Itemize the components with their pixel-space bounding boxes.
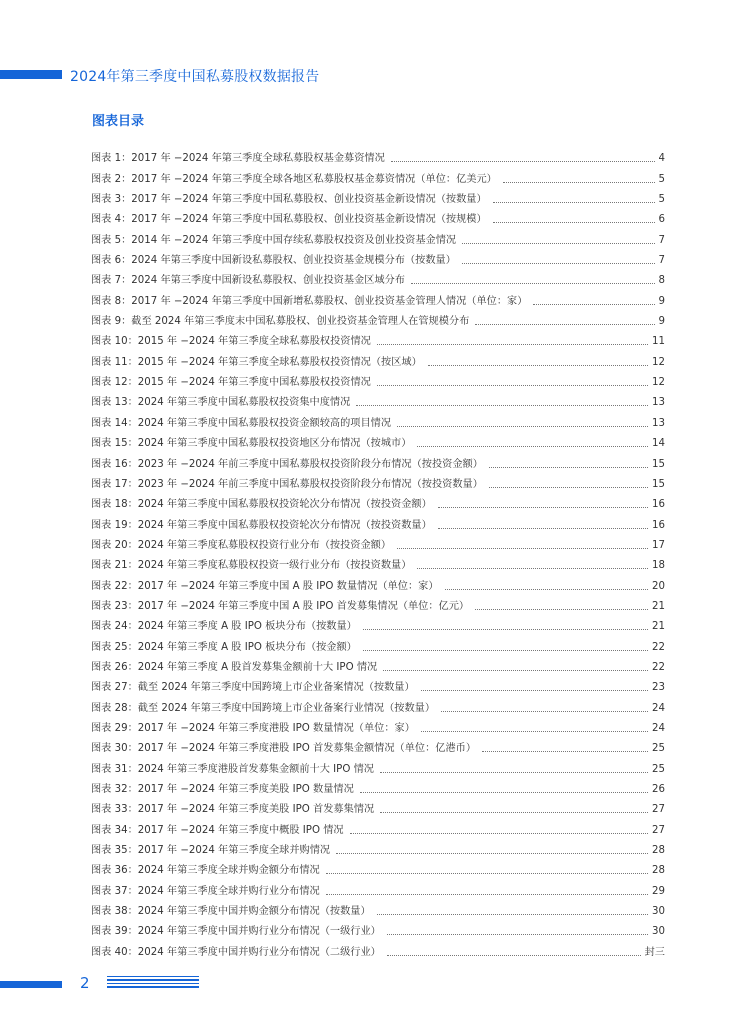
- toc-entry-label: 图表 7：2024 年第三季度中国新设私募股权、创业投资基金区域分布: [91, 275, 405, 287]
- toc-leader-dots: [380, 772, 648, 773]
- toc-entry-page: 7: [658, 255, 665, 267]
- toc-entry-page: 20: [652, 580, 665, 592]
- toc-entry[interactable]: [91, 390, 665, 410]
- toc-leader-dots: [503, 182, 655, 183]
- toc-entry[interactable]: [91, 166, 665, 186]
- toc-entry-page: 25: [652, 763, 665, 775]
- toc-leader-dots: [493, 202, 655, 203]
- toc-entry[interactable]: [91, 573, 665, 593]
- toc-leader-dots: [377, 344, 648, 345]
- toc-leader-dots: [462, 263, 655, 264]
- toc-entry-label: 图表 23：2017 年 −2024 年第三季度中国 A 股 IPO 首发募集情况（单位：亿元）: [91, 600, 470, 612]
- toc-leader-dots: [360, 792, 648, 793]
- toc-leader-dots: [411, 283, 655, 284]
- toc-entry[interactable]: [91, 675, 665, 695]
- toc-entry-page: 26: [652, 784, 665, 795]
- toc-leader-dots: [475, 609, 648, 610]
- toc-leader-dots: [397, 548, 648, 549]
- toc-list: [91, 146, 665, 960]
- toc-entry-page: 15: [652, 478, 665, 490]
- toc-entry-label: 图表 39：2024 年第三季度中国并购行业分布情况（一级行业）: [91, 926, 381, 938]
- toc-entry-page: 6: [658, 214, 665, 226]
- footer-decoration-lines: [107, 976, 199, 992]
- toc-entry-label: 图表 13：2024 年第三季度中国私募股权投资集中度情况: [91, 397, 351, 409]
- toc-entry-label: 图表 9：截至 2024 年第三季度末中国私募股权、创业投资基金管理人在管规模分布: [91, 316, 470, 328]
- toc-entry[interactable]: [91, 187, 665, 207]
- toc-entry[interactable]: [91, 939, 665, 959]
- toc-leader-dots: [428, 365, 648, 366]
- toc-leader-dots: [489, 487, 648, 488]
- toc-entry-page: 5: [658, 173, 665, 185]
- toc-leader-dots: [445, 589, 649, 590]
- toc-entry-label: 图表 29：2017 年 −2024 年第三季度港股 IPO 数量情况（单位：家）: [91, 722, 415, 734]
- toc-entry-label: 图表 16：2023 年 −2024 年前三季度中国私募股权投资阶段分布情况（按投资金额）: [91, 458, 483, 470]
- toc-entry-label: 图表 26：2024 年第三季度 A 股首发募集金额前十大 IPO 情况: [91, 661, 378, 673]
- toc-leader-dots: [380, 812, 648, 813]
- toc-entry-page: 22: [652, 661, 665, 673]
- toc-entry-page: 22: [652, 641, 665, 653]
- toc-entry[interactable]: [91, 838, 665, 858]
- toc-entry-page: 12: [652, 356, 665, 368]
- report-title: 2024年第三季度中国私募股权数据报告: [70, 69, 320, 85]
- toc-entry-page: 11: [652, 336, 665, 348]
- toc-entry-page: 28: [652, 845, 665, 857]
- toc-leader-dots: [326, 894, 648, 895]
- toc-entry-page: 封三: [644, 946, 665, 958]
- toc-entry-label: 图表 40：2024 年第三季度中国并购行业分布情况（二级行业）: [91, 946, 381, 958]
- toc-entry[interactable]: [91, 512, 665, 532]
- toc-heading: 图表目录: [92, 114, 145, 129]
- toc-entry-label: 图表 24：2024 年第三季度 A 股 IPO 板块分布（按数量）: [91, 621, 357, 633]
- toc-entry[interactable]: [91, 736, 665, 756]
- toc-entry[interactable]: [91, 410, 665, 430]
- toc-entry-label: 图表 22：2017 年 −2024 年第三季度中国 A 股 IPO 数量情况（单位：家）: [91, 580, 439, 592]
- toc-entry-label: 图表 37：2024 年第三季度全球并购行业分布情况: [91, 885, 320, 897]
- toc-entry[interactable]: [91, 146, 665, 166]
- toc-entry-page: 23: [652, 682, 665, 694]
- toc-entry[interactable]: [91, 655, 665, 675]
- toc-entry-page: 14: [652, 438, 665, 450]
- toc-leader-dots: [356, 405, 648, 406]
- toc-entry-label: 图表 20：2024 年第三季度私募股权投资行业分布（按投资金额）: [91, 539, 392, 551]
- toc-entry[interactable]: [91, 716, 665, 736]
- toc-entry-page: 15: [652, 458, 665, 470]
- toc-entry-page: 28: [652, 865, 665, 877]
- toc-entry-page: 16: [652, 519, 665, 531]
- toc-entry[interactable]: [91, 370, 665, 390]
- toc-entry-label: 图表 17：2023 年 −2024 年前三季度中国私募股权投资阶段分布情况（按投资数量）: [91, 478, 483, 490]
- toc-entry[interactable]: [91, 919, 665, 939]
- toc-leader-dots: [391, 161, 655, 162]
- toc-entry[interactable]: [91, 695, 665, 715]
- toc-entry-label: 图表 34：2017 年 −2024 年第三季度中概股 IPO 情况: [91, 824, 344, 836]
- toc-entry[interactable]: [91, 207, 665, 227]
- toc-leader-dots: [475, 324, 654, 325]
- toc-leader-dots: [438, 507, 648, 508]
- toc-leader-dots: [462, 243, 654, 244]
- toc-entry-page: 12: [652, 377, 665, 389]
- toc-entry-label: 图表 32：2017 年 −2024 年第三季度美股 IPO 数量情况: [91, 784, 354, 795]
- toc-entry-label: 图表 31：2024 年第三季度港股首发募集金额前十大 IPO 情况: [91, 763, 374, 775]
- toc-entry-label: 图表 14：2024 年第三季度中国私募股权投资金额较高的项目情况: [91, 417, 392, 429]
- toc-entry-page: 25: [652, 743, 665, 755]
- toc-entry-label: 图表 30：2017 年 −2024 年第三季度港股 IPO 首发募集金额情况（单位：亿港币）: [91, 743, 477, 755]
- toc-leader-dots: [441, 711, 648, 712]
- toc-entry[interactable]: [91, 817, 665, 837]
- toc-entry-label: 图表 36：2024 年第三季度全球并购金额分布情况: [91, 865, 320, 877]
- toc-entry-page: 16: [652, 499, 665, 511]
- toc-entry-page: 13: [652, 397, 665, 409]
- toc-leader-dots: [326, 873, 648, 874]
- toc-entry-page: 30: [652, 926, 665, 938]
- toc-entry-label: 图表 6：2024 年第三季度中国新设私募股权、创业投资基金规模分布（按数量）: [91, 255, 456, 267]
- toc-leader-dots: [350, 833, 648, 834]
- toc-entry-page: 7: [658, 234, 665, 246]
- toc-entry-label: 图表 15：2024 年第三季度中国私募股权投资地区分布情况（按城市）: [91, 438, 412, 450]
- toc-entry[interactable]: [91, 329, 665, 349]
- toc-entry[interactable]: [91, 227, 665, 247]
- toc-entry-page: 29: [652, 885, 665, 897]
- toc-entry-page: 24: [652, 722, 665, 734]
- toc-leader-dots: [383, 670, 648, 671]
- toc-entry-label: 图表 38：2024 年第三季度中国并购金额分布情况（按数量）: [91, 906, 371, 918]
- toc-entry[interactable]: [91, 797, 665, 817]
- toc-entry-label: 图表 12：2015 年 −2024 年第三季度中国私募股权投资情况: [91, 377, 371, 389]
- toc-entry-label: 图表 27：截至 2024 年第三季度中国跨境上市企业备案情况（按数量）: [91, 682, 415, 694]
- toc-leader-dots: [421, 690, 648, 691]
- toc-entry[interactable]: [91, 288, 665, 308]
- toc-entry[interactable]: [91, 634, 665, 654]
- toc-entry-label: 图表 19：2024 年第三季度中国私募股权投资轮次分布情况（按投资数量）: [91, 519, 432, 531]
- toc-leader-dots: [489, 467, 648, 468]
- toc-entry[interactable]: [91, 756, 665, 776]
- toc-entry[interactable]: [91, 349, 665, 369]
- toc-entry[interactable]: [91, 472, 665, 492]
- toc-entry-page: 30: [652, 906, 665, 918]
- toc-entry[interactable]: [91, 594, 665, 614]
- toc-entry-label: 图表 18：2024 年第三季度中国私募股权投资轮次分布情况（按投资金额）: [91, 499, 432, 511]
- footer-accent-bar: [0, 981, 62, 988]
- toc-entry-page: 21: [652, 600, 665, 612]
- toc-leader-dots: [387, 934, 648, 935]
- toc-leader-dots: [533, 304, 654, 305]
- toc-entry-label: 图表 25：2024 年第三季度 A 股 IPO 板块分布（按金额）: [91, 641, 357, 653]
- toc-entry-label: 图表 8：2017 年 −2024 年第三季度中国新增私募股权、创业投资基金管理人情况（单位：家）: [91, 295, 528, 307]
- toc-entry-page: 21: [652, 621, 665, 633]
- toc-entry[interactable]: [91, 533, 665, 553]
- toc-entry-label: 图表 2：2017 年 −2024 年第三季度全球各地区私募股权基金募资情况（单位：亿美元）: [91, 173, 497, 185]
- toc-entry[interactable]: [91, 858, 665, 878]
- toc-leader-dots: [377, 914, 648, 915]
- toc-entry-page: 18: [652, 560, 665, 572]
- toc-leader-dots: [438, 528, 648, 529]
- toc-leader-dots: [363, 650, 648, 651]
- header-accent-bar: [0, 70, 62, 79]
- toc-entry-label: 图表 21：2024 年第三季度私募股权投资一级行业分布（按投资数量）: [91, 560, 412, 572]
- toc-entry[interactable]: [91, 248, 665, 268]
- toc-entry[interactable]: [91, 899, 665, 919]
- toc-leader-dots: [417, 568, 648, 569]
- toc-entry-page: 8: [658, 275, 665, 287]
- toc-entry[interactable]: [91, 309, 665, 329]
- toc-entry-label: 图表 10：2015 年 −2024 年第三季度全球私募股权投资情况: [91, 336, 371, 348]
- toc-entry[interactable]: [91, 777, 665, 797]
- toc-entry-label: 图表 4：2017 年 −2024 年第三季度中国私募股权、创业投资基金新设情况（按规模）: [91, 214, 487, 226]
- toc-entry-page: 13: [652, 417, 665, 429]
- toc-entry[interactable]: [91, 451, 665, 471]
- toc-entry-page: 24: [652, 702, 665, 714]
- toc-leader-dots: [387, 955, 641, 956]
- toc-leader-dots: [377, 385, 648, 386]
- toc-leader-dots: [493, 222, 655, 223]
- toc-entry-page: 5: [658, 194, 665, 206]
- toc-entry[interactable]: [91, 431, 665, 451]
- toc-entry[interactable]: [91, 268, 665, 288]
- toc-entry[interactable]: [91, 492, 665, 512]
- toc-entry[interactable]: [91, 878, 665, 898]
- toc-leader-dots: [417, 446, 648, 447]
- toc-entry[interactable]: [91, 553, 665, 573]
- toc-entry-page: 9: [658, 295, 665, 307]
- toc-entry-page: 4: [658, 153, 665, 165]
- toc-entry-page: 27: [652, 804, 665, 816]
- toc-entry-label: 图表 35：2017 年 −2024 年第三季度全球并购情况: [91, 845, 331, 857]
- toc-leader-dots: [482, 751, 648, 752]
- toc-entry[interactable]: [91, 614, 665, 634]
- toc-leader-dots: [336, 853, 648, 854]
- toc-entry-label: 图表 1：2017 年 −2024 年第三季度全球私募股权基金募资情况: [91, 153, 385, 165]
- toc-entry-page: 17: [652, 539, 665, 551]
- page-number: 2: [80, 974, 90, 992]
- toc-entry-label: 图表 3：2017 年 −2024 年第三季度中国私募股权、创业投资基金新设情况（按数量）: [91, 194, 487, 206]
- toc-entry-label: 图表 5：2014 年 −2024 年第三季度中国存续私募股权投资及创业投资基金情况: [91, 234, 457, 246]
- toc-entry-label: 图表 33：2017 年 −2024 年第三季度美股 IPO 首发募集情况: [91, 804, 375, 816]
- toc-leader-dots: [363, 629, 648, 630]
- toc-leader-dots: [397, 426, 648, 427]
- toc-entry-label: 图表 11：2015 年 −2024 年第三季度全球私募股权投资情况（按区域）: [91, 356, 422, 368]
- toc-entry-label: 图表 28：截至 2024 年第三季度中国跨境上市企业备案行业情况（按数量）: [91, 702, 436, 714]
- toc-leader-dots: [421, 731, 648, 732]
- toc-entry-page: 27: [652, 824, 665, 836]
- toc-entry-page: 9: [658, 316, 665, 328]
